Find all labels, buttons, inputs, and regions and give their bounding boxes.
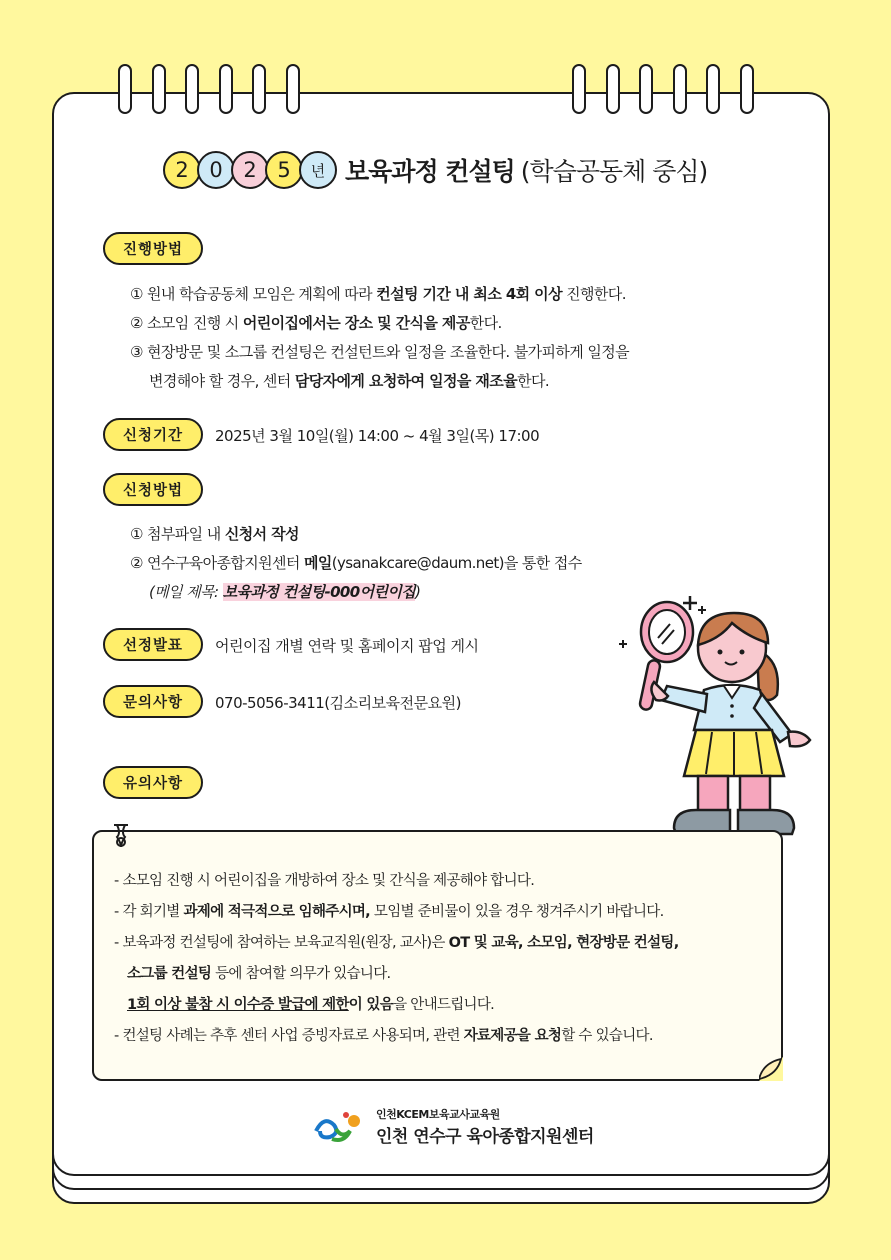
list-item: ③ 현장방문 및 소그룹 컨설팅은 컨설턴트와 일정을 조율한다. 불가피하게 일정을: [130, 343, 630, 361]
ring: [286, 64, 300, 114]
inquiry-badge: 문의사항: [103, 685, 203, 718]
organization-logo: [312, 1106, 594, 1147]
center-logo-icon: [312, 1109, 368, 1145]
logo-title: 인천 연수구 육아종합지원센터: [376, 1127, 594, 1147]
year-digit: 2: [163, 151, 201, 189]
list-item: 변경해야 할 경우, 센터 담당자에게 요청하여 일정을 재조율한다.: [149, 372, 550, 390]
announce-badge: 선정발표: [103, 628, 203, 661]
ring: [572, 64, 586, 114]
ring: [740, 64, 754, 114]
ring: [639, 64, 653, 114]
notes-box: [92, 830, 783, 1081]
title-sub: (학습공동체 중심): [520, 157, 708, 186]
binder-clip-icon: [111, 822, 131, 848]
ring: [185, 64, 199, 114]
ring: [706, 64, 720, 114]
mail-title-line: (메일 제목: 보육과정 컨설팅-000어린이집): [149, 583, 421, 601]
list-item: ① 원내 학습공동체 모임은 계획에 따라 컨설팅 기간 내 최소 4회 이상 진행한다.: [130, 285, 626, 303]
ring: [219, 64, 233, 114]
ring: [606, 64, 620, 114]
period-text: 2025년 3월 10일(월) 14:00 ~ 4월 3일(목) 17:00: [215, 427, 540, 445]
inquiry-text: 070-5056-3411(김소리보육전문요원): [215, 694, 461, 712]
ring: [118, 64, 132, 114]
page-title: [163, 148, 707, 192]
year-suffix: 년: [299, 151, 337, 189]
year-digit: 2: [231, 151, 269, 189]
list-item: ② 연수구육아종합지원센터 메일(ysanakcare@daum.net)을 통한 접수: [130, 554, 582, 572]
year-digit: 5: [265, 151, 303, 189]
title-main: 보육과정 컨설팅: [345, 157, 515, 186]
notes-badge: 유의사항: [103, 766, 203, 799]
binder-rings-left: [118, 64, 300, 114]
page-curl-icon: [759, 1057, 783, 1081]
period-badge: 신청기간: [103, 418, 203, 451]
notes-list: [114, 866, 679, 1052]
announce-text: 어린이집 개별 연락 및 홈페이지 팝업 게시: [215, 637, 479, 655]
apply-list: [130, 520, 582, 607]
list-item: ② 소모임 진행 시 어린이집에서는 장소 및 간식을 제공한다.: [130, 314, 502, 332]
method-badge: 진행방법: [103, 232, 203, 265]
method-list: [130, 280, 629, 396]
list-item: 소그룹 컨설팅 등에 참여할 의무가 있습니다.: [127, 966, 391, 982]
list-item: 1회 이상 불참 시 이수증 발급에 제한이 있음을 안내드립니다.: [127, 997, 495, 1013]
binder-rings-right: [572, 64, 754, 114]
ring: [252, 64, 266, 114]
ring: [152, 64, 166, 114]
list-item: - 보육과정 컨설팅에 참여하는 보육교직원(원장, 교사)은 OT 및 교육, 소모임, 현장방문 컨설팅,: [114, 935, 679, 951]
apply-badge: 신청방법: [103, 473, 203, 506]
year-digit: 0: [197, 151, 235, 189]
list-item: - 컨설팅 사례는 추후 센터 사업 증빙자료로 사용되며, 관련 자료제공을 요청할 수 있습니다.: [114, 1028, 653, 1044]
list-item: ① 첨부파일 내 신청서 작성: [130, 525, 299, 543]
ring: [673, 64, 687, 114]
list-item: - 소모임 진행 시 어린이집을 개방하여 장소 및 간식을 제공해야 합니다.: [114, 873, 535, 889]
girl-with-mirror-illustration: [612, 590, 817, 840]
logo-subtitle: 인천KCEM보육교사교육원: [376, 1108, 500, 1121]
list-item: - 각 회기별 과제에 적극적으로 임해주시며, 모임별 준비물이 있을 경우 챙겨주시기 바랍니다.: [114, 904, 664, 920]
